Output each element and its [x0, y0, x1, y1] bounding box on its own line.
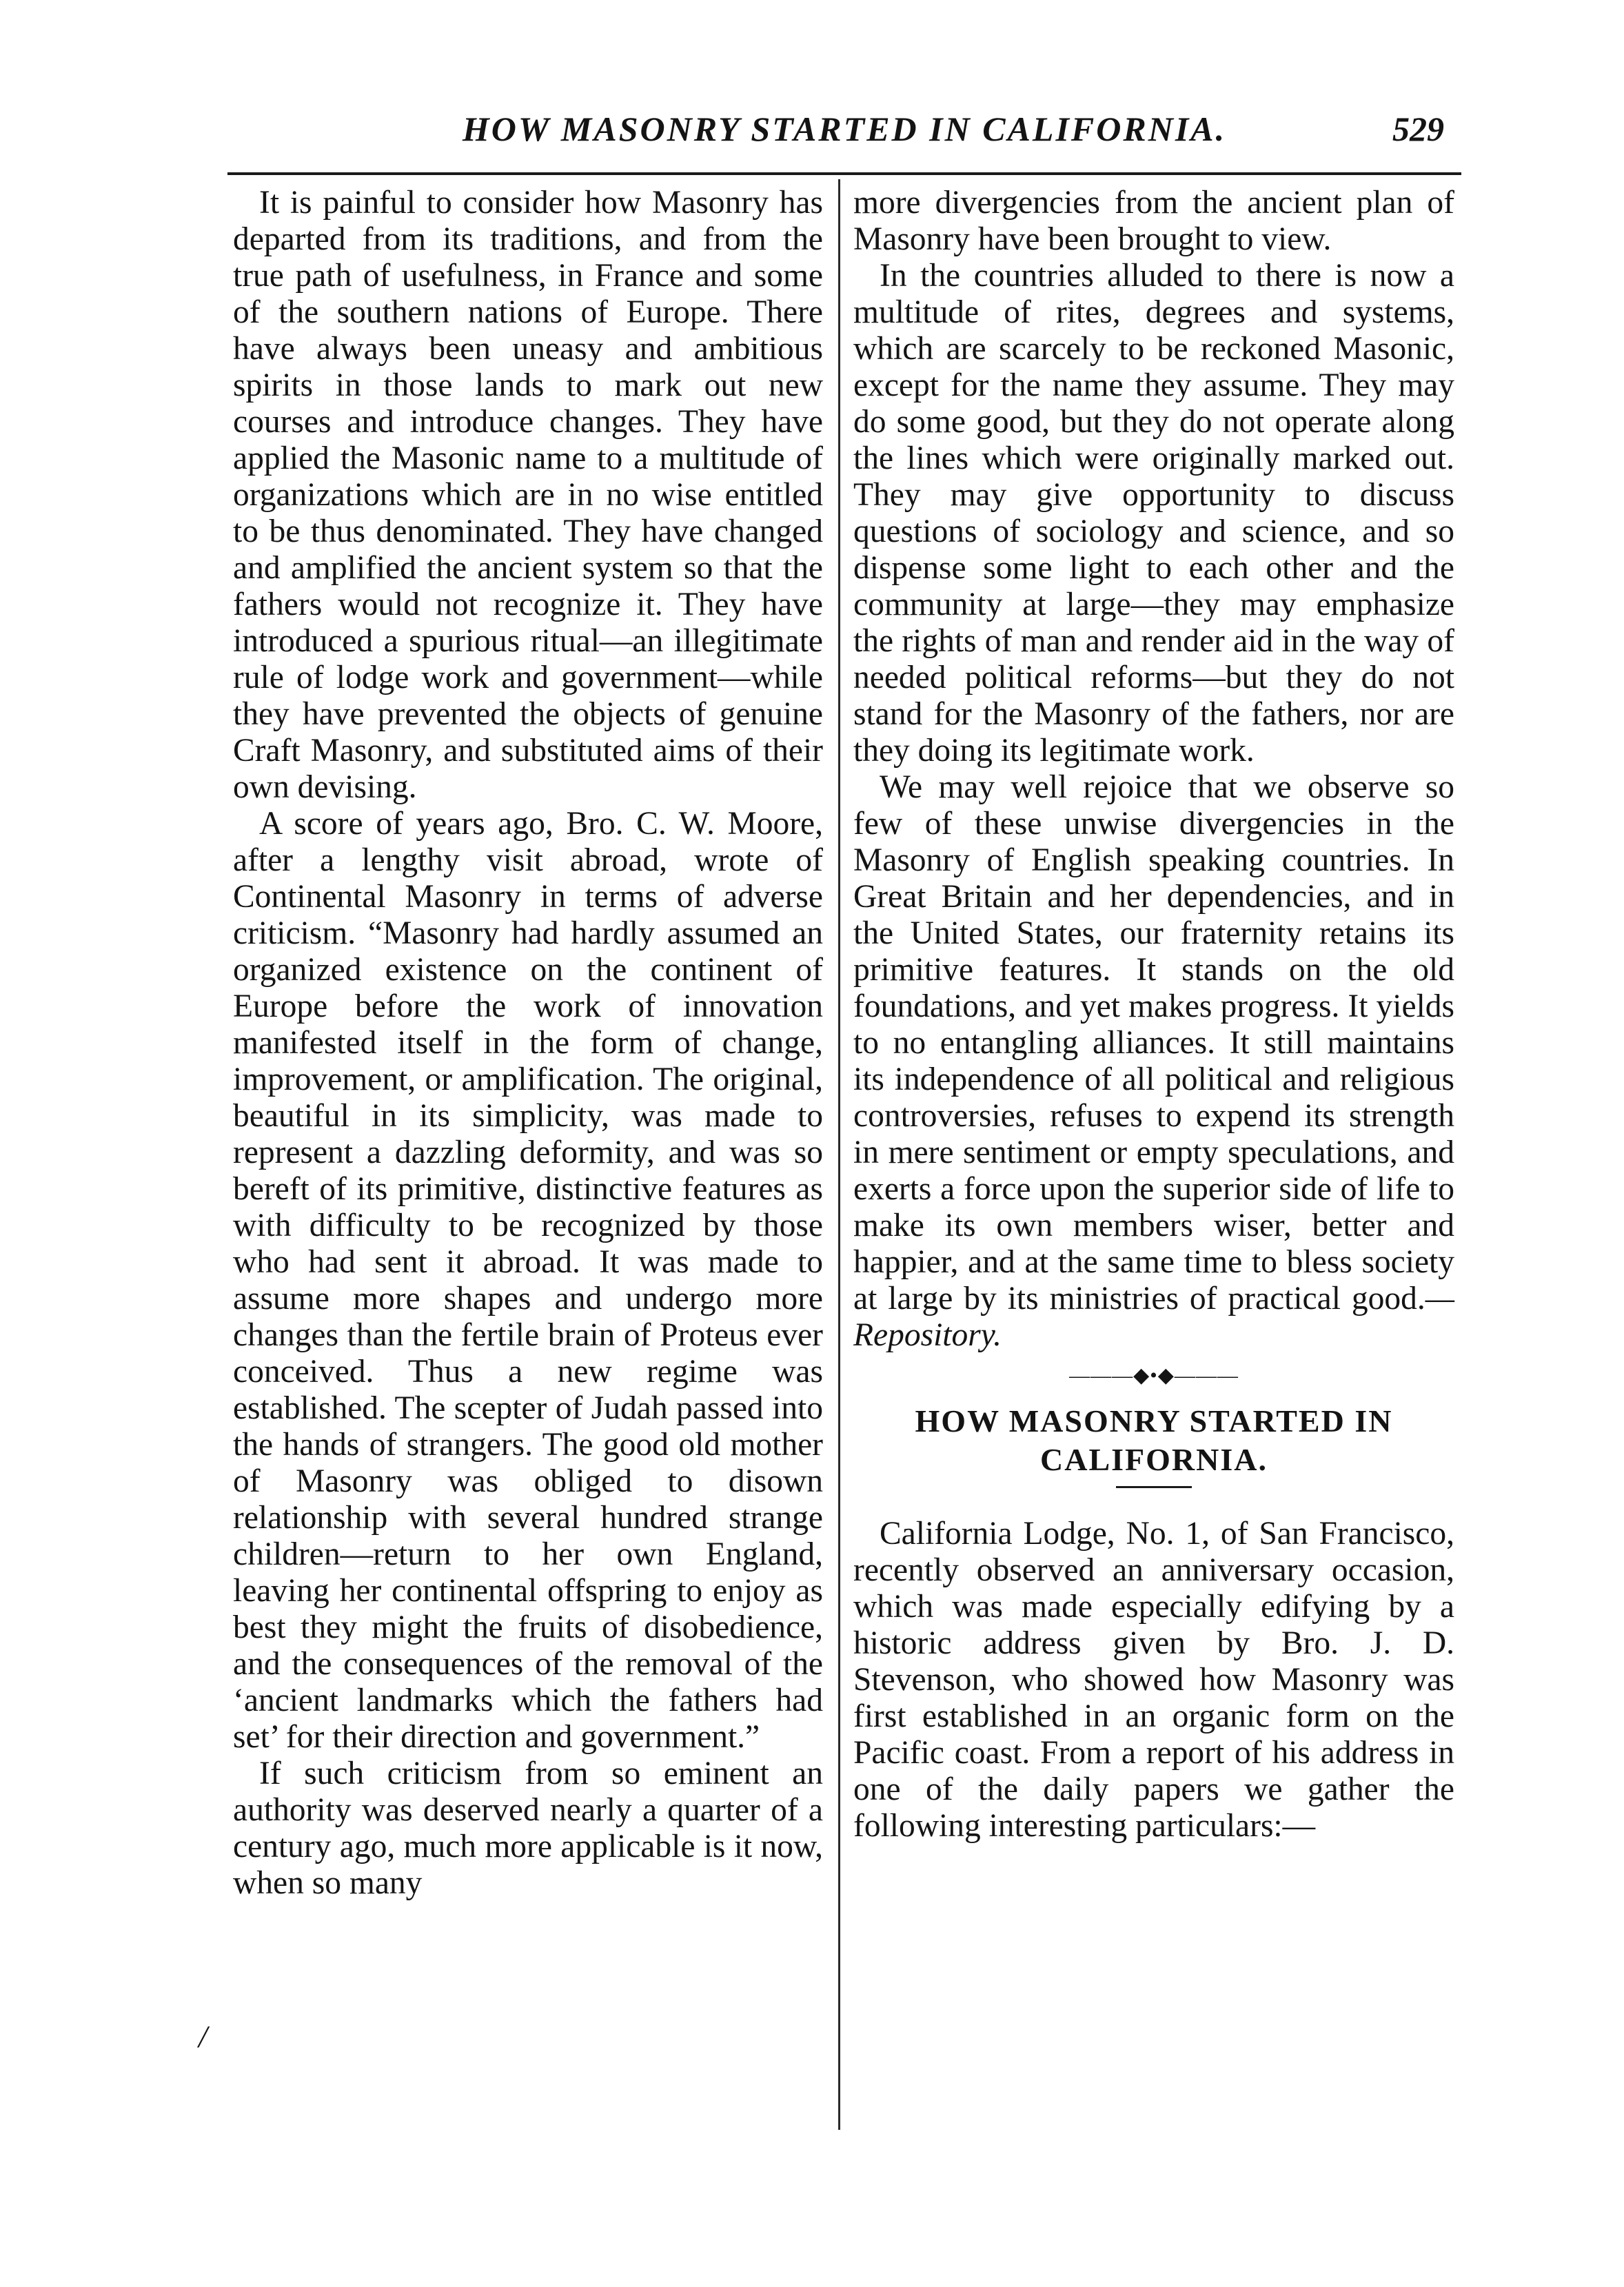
paragraph: California Lodge, No. 1, of San Francisco, recently observed an anniversary occasion, which was made especially edifying by a historic address given by Bro. J. D. Stevenson, who showed how Masonry was first established in an organic form on the Pacific coast. From a report of his address in one of the daily papers we gather the following interesting particulars:— [853, 1516, 1454, 1844]
right-column [853, 185, 1454, 1844]
source-credit: —Repository. [853, 1281, 1454, 1353]
paragraph: It is painful to consider how Masonry has departed from its traditions, and from the true path of usefulness, in France and some of the southern nations of Europe. There have always been uneasy and ambitious spirits in those lands to mark out new courses and introduce changes. They have applied the Masonic name to a multitude of organizations which are in no wise entitled to be thus denominated. They have changed and amplified the ancient system so that the fathers would not recognize it. They have introduced a spurious ritual—an illegitimate rule of lodge work and government—while they have prevented the objects of genuine Craft Masonry, and substituted aims of their own devising. [233, 185, 823, 805]
section-heading: HOW MASONRY STARTED IN CALIFORNIA. [915, 1403, 1393, 1477]
margin-mark: / [199, 2019, 207, 2054]
header-rule [227, 172, 1461, 175]
section-ornament: ———◆•◆——— [1069, 1364, 1239, 1387]
heading-rule [1116, 1486, 1192, 1488]
column-divider [838, 179, 840, 2130]
left-column [233, 185, 823, 1902]
paragraph-text: We may well rejoice that we observe so few of these unwise divergencies in the Masonry of English speaking countries. In Great Britain and her dependencies, and in the United States, our fraternity retains its primitive features. It stands on the old foundations, and yet makes progress. It yields to no entangling alliances. It still maintains its independence of all political and religious controversies, refuses to expend its strength in mere sentiment or empty speculations, and exerts a force upon the superior side of life to make its own members wiser, better and happier, and at the same time to bless society at large by its ministries of practical good. [853, 769, 1454, 1317]
page-number: 529 [1392, 110, 1444, 148]
running-title: HOW MASONRY STARTED IN CALIFORNIA. [462, 110, 1227, 148]
paragraph: If such criticism from so eminent an authority was deserved nearly a quarter of a century ago, much more applicable is it now, when so many [233, 1756, 823, 1901]
paragraph: A score of years ago, Bro. C. W. Moore, after a lengthy visit abroad, wrote of Continental Masonry in terms of adverse criticism. “Masonry had hardly assumed an organized existence on the continent of Europe before the work of innovation manifested itself in the form of change, improvement, or amplification. The original, beautiful in its simplicity, was made to represent a dazzling deformity, and was so bereft of its primitive, distinctive features as with difficulty to be recognized by those who had sent it abroad. It was made to assume more shapes and undergo more changes than the fertile brain of Proteus ever conceived. Thus a new regime was established. The scepter of Judah passed into the hands of strangers. The good old mother of Masonry was obliged to disown relationship with several hundred strange children—return to her own England, leaving her continental offspring to enjoy as best they might the fruits of disobedience, and the consequences of the removal of the ‘ancient landmarks which the fathers had set’ for their direction and government.” [233, 806, 823, 1755]
paragraph: In the countries alluded to there is now a multitude of rites, degrees and systems, which are scarcely to be reckoned Masonic, except for the name they assume. They may do some good, but they do not operate along the lines which were originally marked out. They may give opportunity to discuss questions of sociology and science, and so dispense some light to each other and the community at large—they may emphasize the rights of man and render aid in the way of needed political reforms—but they do not stand for the Masonry of the fathers, nor are they doing its legitimate work. [853, 258, 1454, 769]
paragraph-continuation: more divergencies from the ancient plan of Masonry have been brought to view. [853, 185, 1454, 257]
paragraph [853, 769, 1454, 1354]
